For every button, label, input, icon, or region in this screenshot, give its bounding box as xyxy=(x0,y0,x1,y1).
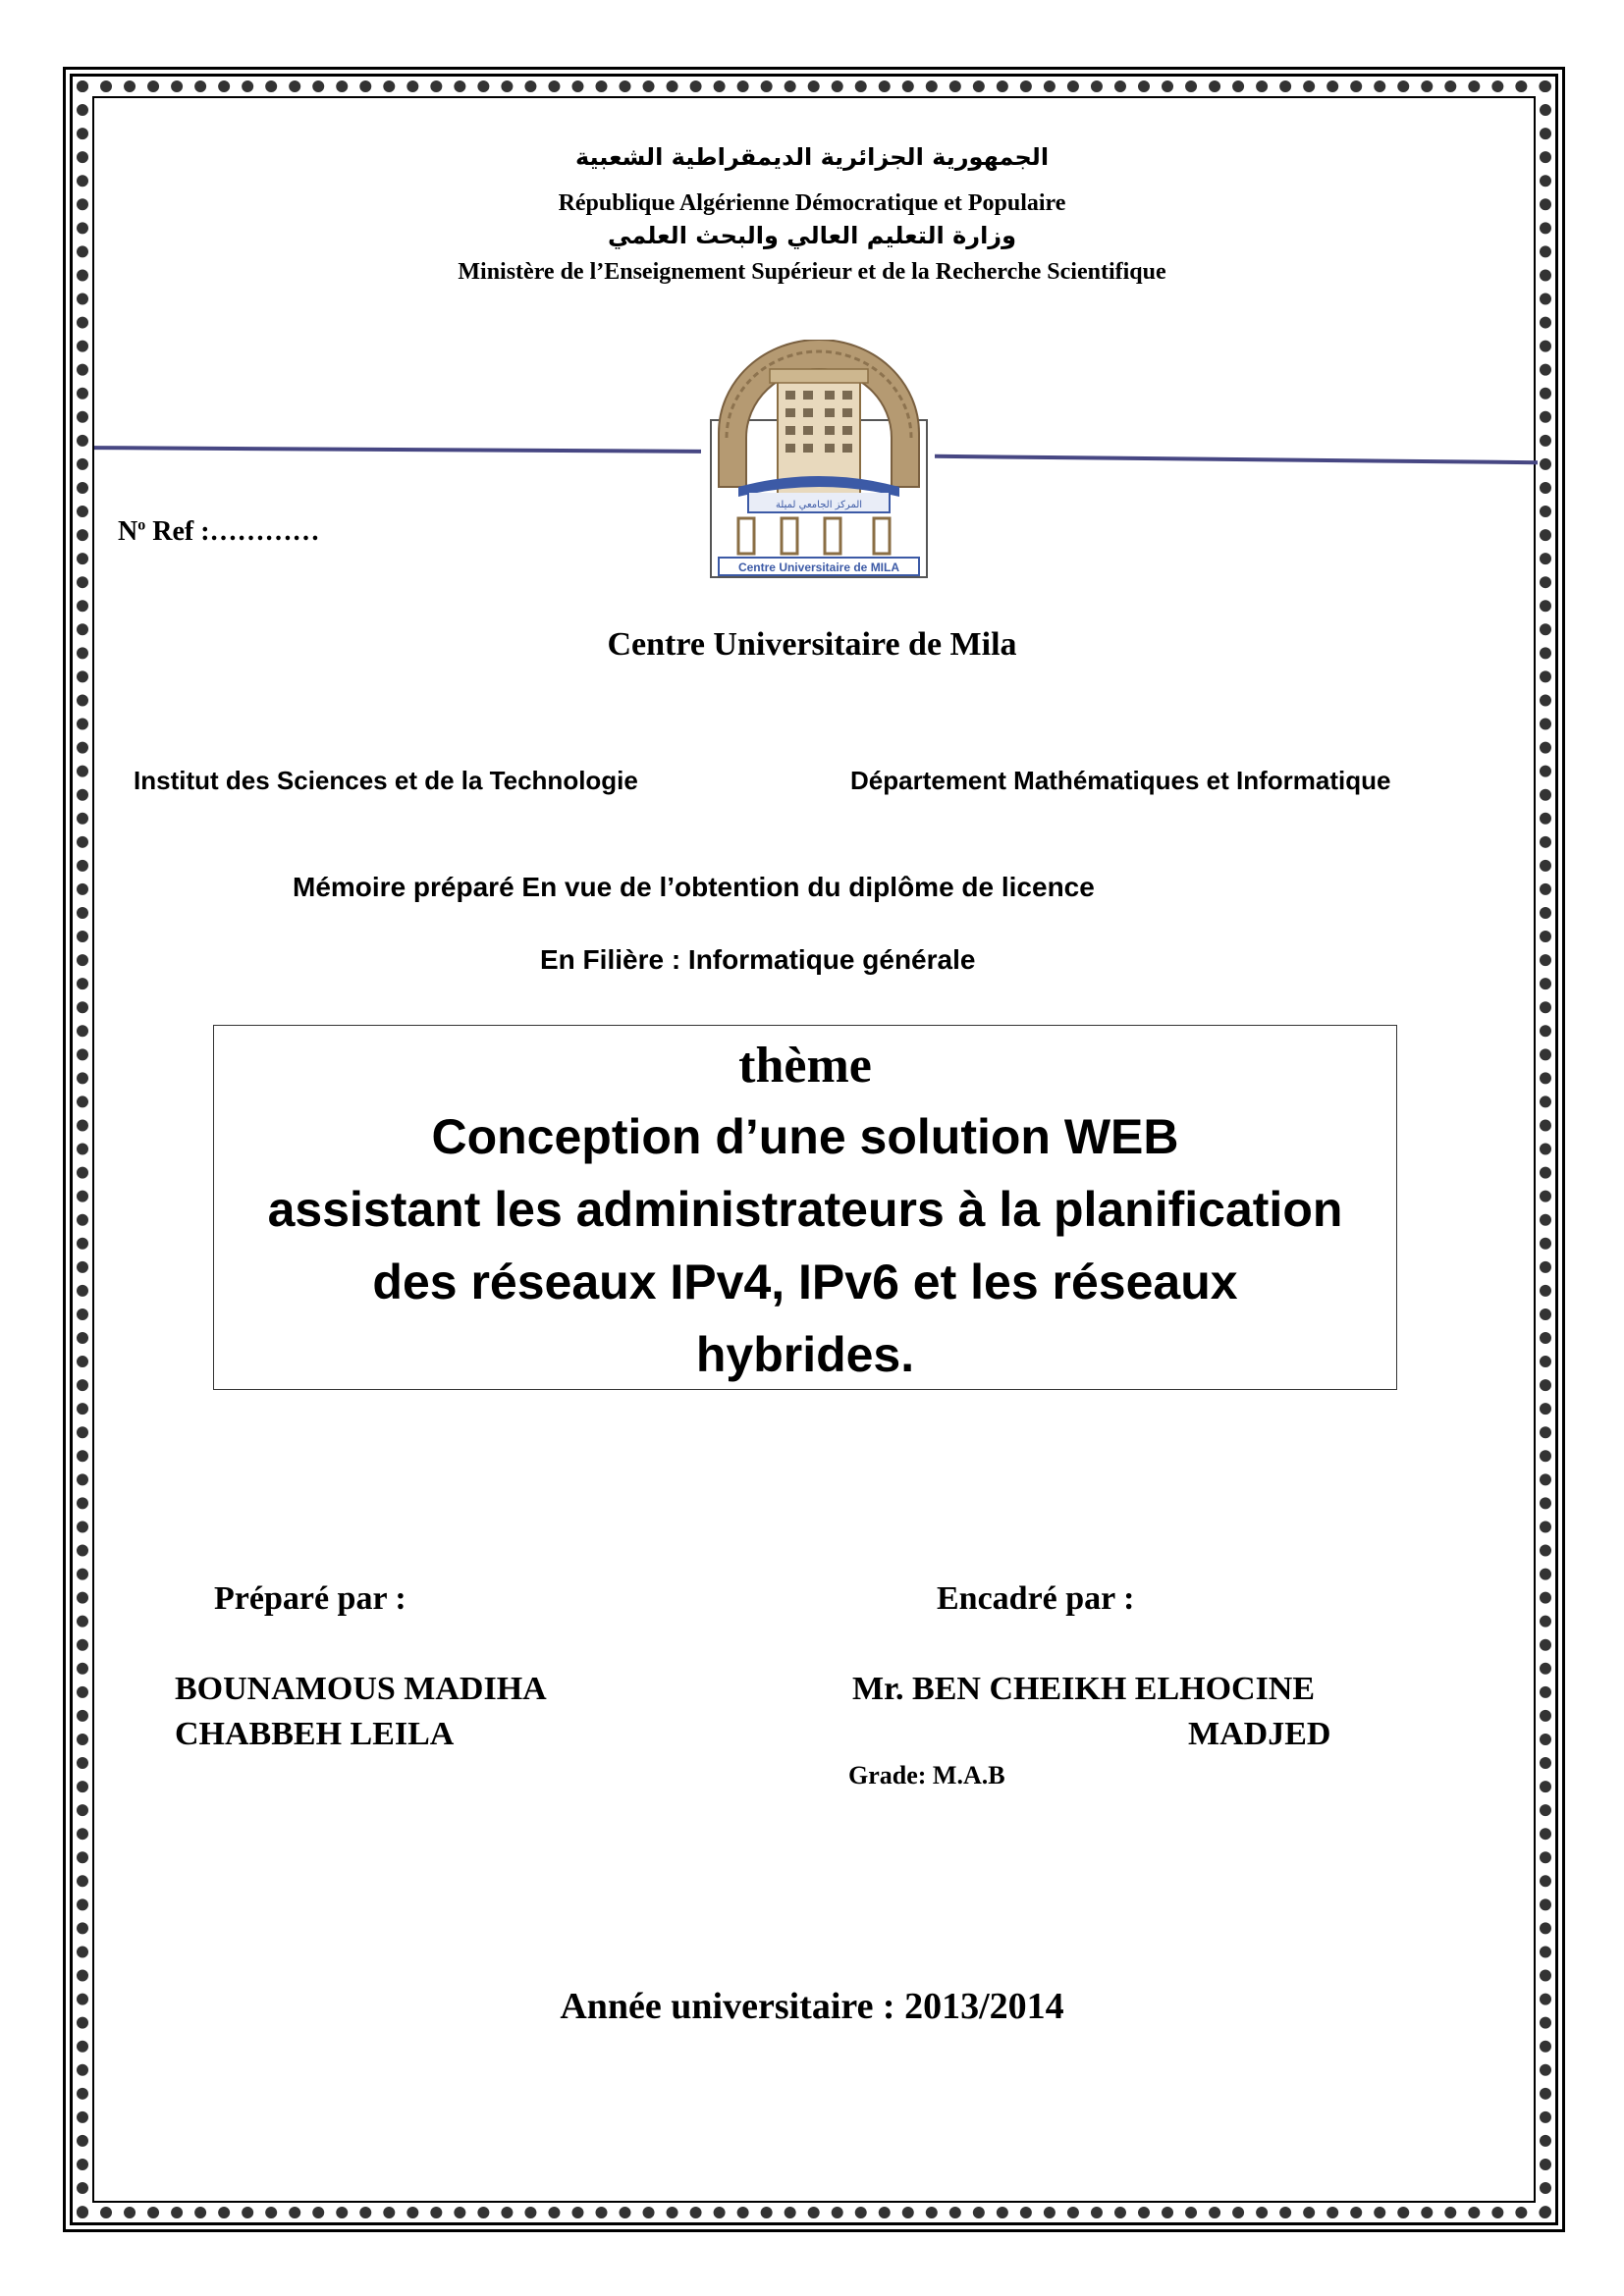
memoire-line: Mémoire préparé En vue de l’obtention du diplôme de licence xyxy=(293,872,1095,902)
theme-label: thème xyxy=(738,1038,872,1094)
republic-heading: République Algérienne Démocratique et Populaire xyxy=(558,190,1066,216)
arabic-ministry-heading: وزارة التعليم العالي والبحث العلمي xyxy=(607,222,1017,249)
academic-year: Année universitaire : 2013/2014 xyxy=(560,1986,1064,2027)
ministry-heading: Ministère de l’Enseignement Supérieur et de la Recherche Scientifique xyxy=(458,259,1166,285)
reference-number: $N^o$ Ref :………… xyxy=(118,516,320,547)
logo-caption: Centre Universitaire de MILA xyxy=(737,561,900,574)
supervisor-grade: Grade: M.A.B xyxy=(848,1761,1005,1789)
supervisor-name: Mr. BEN CHEIKH ELHOCINE xyxy=(852,1671,1316,1707)
student-name: CHABBEH LEILA xyxy=(175,1716,455,1752)
logo-arabic-banner: المركز الجامعي لميلة xyxy=(775,500,863,510)
arabic-republic-heading: الجمهورية الجزائرية الديمقراطية الشعبية xyxy=(574,143,1050,171)
theme-box xyxy=(213,1025,1397,1390)
institution-name: Centre Universitaire de Mila xyxy=(607,626,1017,663)
prepared-by-label: Préparé par : xyxy=(214,1580,406,1617)
filiere-line: En Filière : Informatique générale xyxy=(540,944,976,975)
university-logo xyxy=(709,340,929,579)
supervisor-name-continued: MADJED xyxy=(1188,1716,1331,1752)
theme-title: Conception d’une solution WEB assistant les administrateurs à la planification des réseaux IPv4, IPv6 et les réseaux hybrides. xyxy=(267,1109,1343,1382)
university-building-icon xyxy=(709,340,929,579)
department-name: Département Mathématiques et Informatique xyxy=(850,766,1391,795)
supervised-by-label: Encadré par : xyxy=(937,1580,1135,1617)
student-name: BOUNAMOUS MADIHA xyxy=(175,1671,547,1707)
institute-name: Institut des Sciences et de la Technologie xyxy=(134,766,638,795)
